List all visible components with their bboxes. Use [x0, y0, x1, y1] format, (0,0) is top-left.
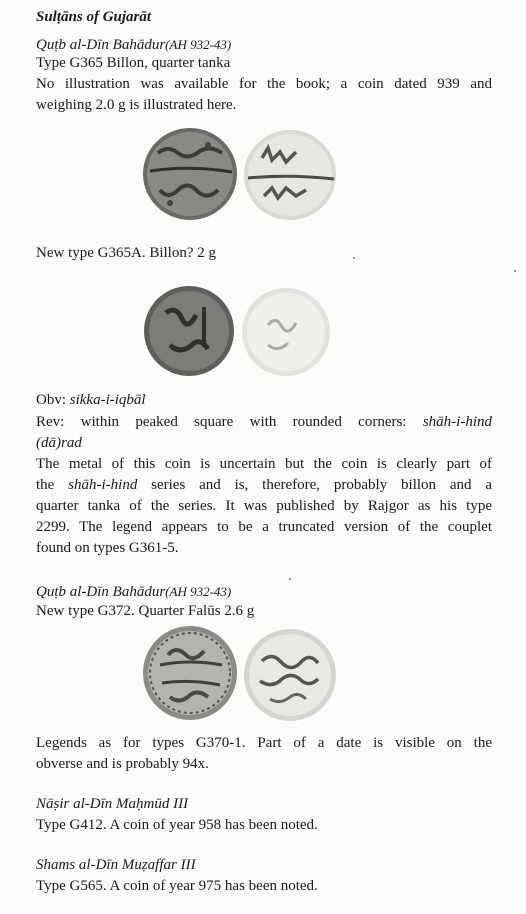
- scan-speck: [514, 270, 516, 272]
- entry1-note-line1: No illustration was available for the book; a coin dated 939 and: [36, 76, 492, 92]
- entry1-note-line2: weighing 2.0 g is illustrated here.: [36, 97, 237, 113]
- entry2-reverse-line1: [36, 413, 492, 432]
- entry1-type: Type G365 Billon, quarter tanka: [36, 55, 231, 71]
- entry1-ruler: Quṭb al-Dīn Bahādur: [36, 37, 166, 53]
- entry5-type: Type G565. A coin of year 975 has been noted.: [36, 878, 318, 894]
- entry2-type: New type G365A. Billon? 2 g: [36, 245, 216, 261]
- entry3-ruler-dates: (AH 932-43): [165, 584, 232, 599]
- entry4-ruler: Nāṣir al-Dīn Maḥmūd III: [36, 796, 189, 812]
- coin-g372-reverse-image: [240, 625, 340, 725]
- coin-g365-reverse-image: [240, 126, 340, 224]
- entry1-ruler-heading: [36, 35, 231, 55]
- entry1-ruler-dates: (AH 932-43): [165, 37, 232, 52]
- coin-g365a-obverse-image: [140, 283, 238, 379]
- entry4-type: Type G412. A coin of year 958 has been noted.: [36, 817, 318, 833]
- para-line2-a: the: [36, 477, 69, 493]
- scan-speck: [353, 257, 355, 259]
- entry3-note-line2: obverse and is probably 94x.: [36, 756, 209, 772]
- section-title: Sulṭāns of Gujarāt: [36, 9, 152, 25]
- coin-g365a-reverse-image: [238, 285, 334, 379]
- entry2-para-line1: The metal of this coin is uncertain but the coin is clearly part of: [36, 456, 492, 472]
- entry2-para-line5: found on types G361-5.: [36, 540, 179, 556]
- entry2-para-line2: [36, 476, 492, 495]
- obverse-label: Obv:: [36, 392, 70, 408]
- coin-g365-obverse-image: [140, 125, 240, 223]
- reverse-label: Rev: within peaked square with rounded corners:: [36, 414, 423, 430]
- reverse-legend: shāh-i-hind: [422, 414, 492, 430]
- entry2-reverse-line2: (dā)rad: [36, 435, 82, 451]
- para-line2-italic: shāh-i-hind: [68, 477, 138, 493]
- obverse-legend: sikka-i-iqbāl: [69, 392, 146, 408]
- scan-speck: [289, 578, 291, 580]
- para-line2-b: series and is, therefore, probably billon and a: [137, 477, 492, 493]
- entry5-ruler: Shams al-Dīn Muẓaffar III: [36, 857, 196, 873]
- coin-g372-obverse-image: [140, 623, 240, 723]
- entry3-type: New type G372. Quarter Falūs 2.6 g: [36, 603, 255, 619]
- entry2-para-line4: 2299. The legend appears to be a truncated version of the couplet: [36, 519, 492, 535]
- entry2-obverse: [36, 391, 146, 410]
- entry3-note-line1: Legends as for types G370-1. Part of a date is visible on the: [36, 735, 492, 751]
- entry3-ruler-heading: [36, 582, 231, 602]
- entry3-ruler: Quṭb al-Dīn Bahādur: [36, 584, 166, 600]
- entry2-para-line3: quarter tanka of the series. It was published by Rajgor as his type: [36, 498, 492, 514]
